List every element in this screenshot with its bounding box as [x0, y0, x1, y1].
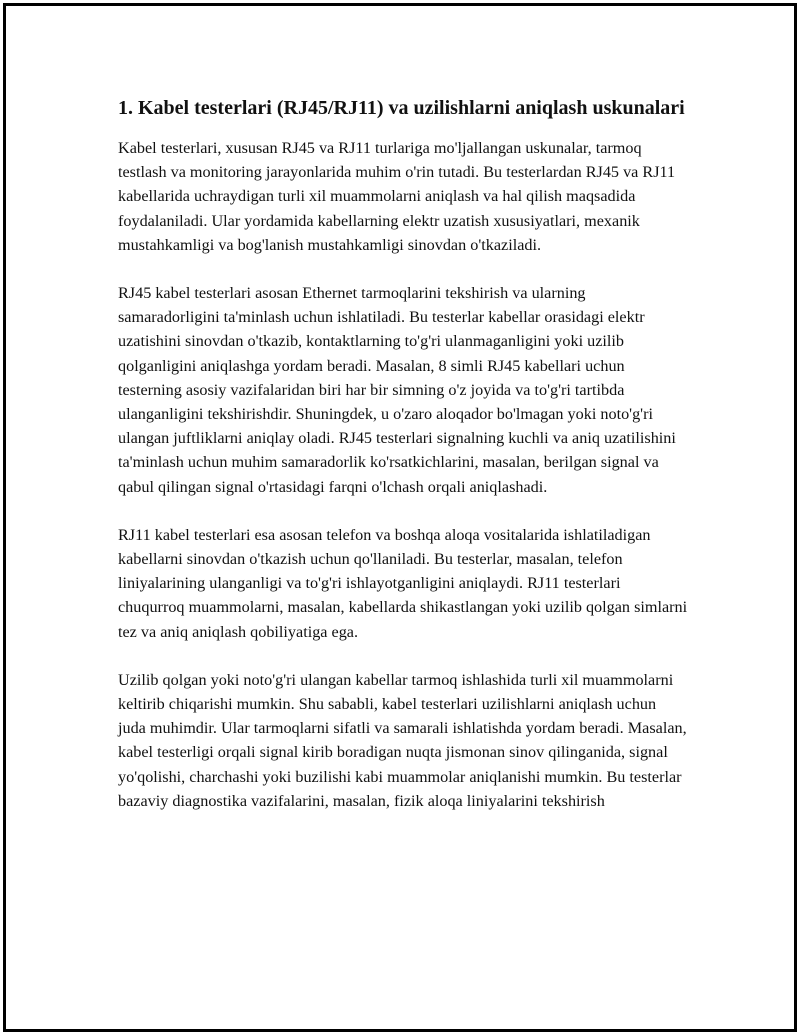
document-body [118, 94, 688, 837]
section-heading: 1. Kabel testerlari (RJ45/RJ11) va uzilishlarni aniqlash uskunalari [118, 97, 685, 119]
paragraph-2: RJ45 kabel testerlari asosan Ethernet tarmoqlarini tekshirish va ularning samaradorligini ta'minlash uchun ishlatiladi. Bu testerlar kabellar orasidagi elektr uzatishini sinovdan o'tkazib, kontaktlarning to'g'ri ulanmaganligini yoki uzilib qolganligini aniqlashga yordam beradi. Masalan, 8 simli RJ45 kabellari uchun testerning asosiy vazifalaridan biri har bir simning o'z joyida va to'g'ri tartibda ulanganligini tekshirishdir. Shuningdek, u o'zaro aloqador bo'lmagan yoki noto'g'ri ulangan juftliklarni aniqlay oladi. RJ45 testerlari signalning kuchli va aniq uzatilishini ta'minlash uchun muhim samaradorlik ko'rsatkichlarini, masalan, berilgan signal va qabul qilingan signal o'rtasidagi farqni o'lchash orqali aniqlashadi. [118, 284, 676, 496]
paragraph-3: RJ11 kabel testerlari esa asosan telefon va boshqa aloqa vositalarida ishlatiladigan kabellarni sinovdan o'tkazish uchun qo'llaniladi. Bu testerlar, masalan, telefon liniyalarining ulanganligi va to'g'ri ishlayotganligini aniqlaydi. RJ11 testerlari chuqurroq muammolarni, masalan, kabellarda shikastlangan yoki uzilib qolgan simlarni tez va aniq aniqlash qobiliyatiga ega. [118, 525, 688, 641]
paragraph-1: Kabel testerlari, xususan RJ45 va RJ11 turlariga mo'ljallangan uskunalar, tarmoq testlash va monitoring jarayonlarida muhim o'rin tutadi. Bu testerlardan RJ45 va RJ11 kabellarida uchraydigan turli xil muammolarni aniqlash va hal qilish maqsadida foydalaniladi. Ular yordamida kabellarning elektr uzatish xususiyatlari, mexanik mustahkamligi va bog'lanish mustahkamligi sinovdan o'tkaziladi. [118, 139, 676, 254]
paragraph-4: Uzilib qolgan yoki noto'g'ri ulangan kabellar tarmoq ishlashida turli xil muammolarni keltirib chiqarishi mumkin. Shu sababli, kabel testerlari uzilishlarni aniqlash uchun juda muhimdir. Ular tarmoqlarni sifatli va samarali ishlatishda yordam beradi. Masalan, kabel testerligi orqali signal kirib boradigan nuqta jismonan sinov qilinganida, signal yo'qolishi, charchashi yoki buzilishi kabi muammolar aniqlanishi mumkin. Bu testerlar bazaviy diagnostika vazifalarini, masalan, fizik aloqa liniyalarini tekshirish [118, 670, 687, 810]
